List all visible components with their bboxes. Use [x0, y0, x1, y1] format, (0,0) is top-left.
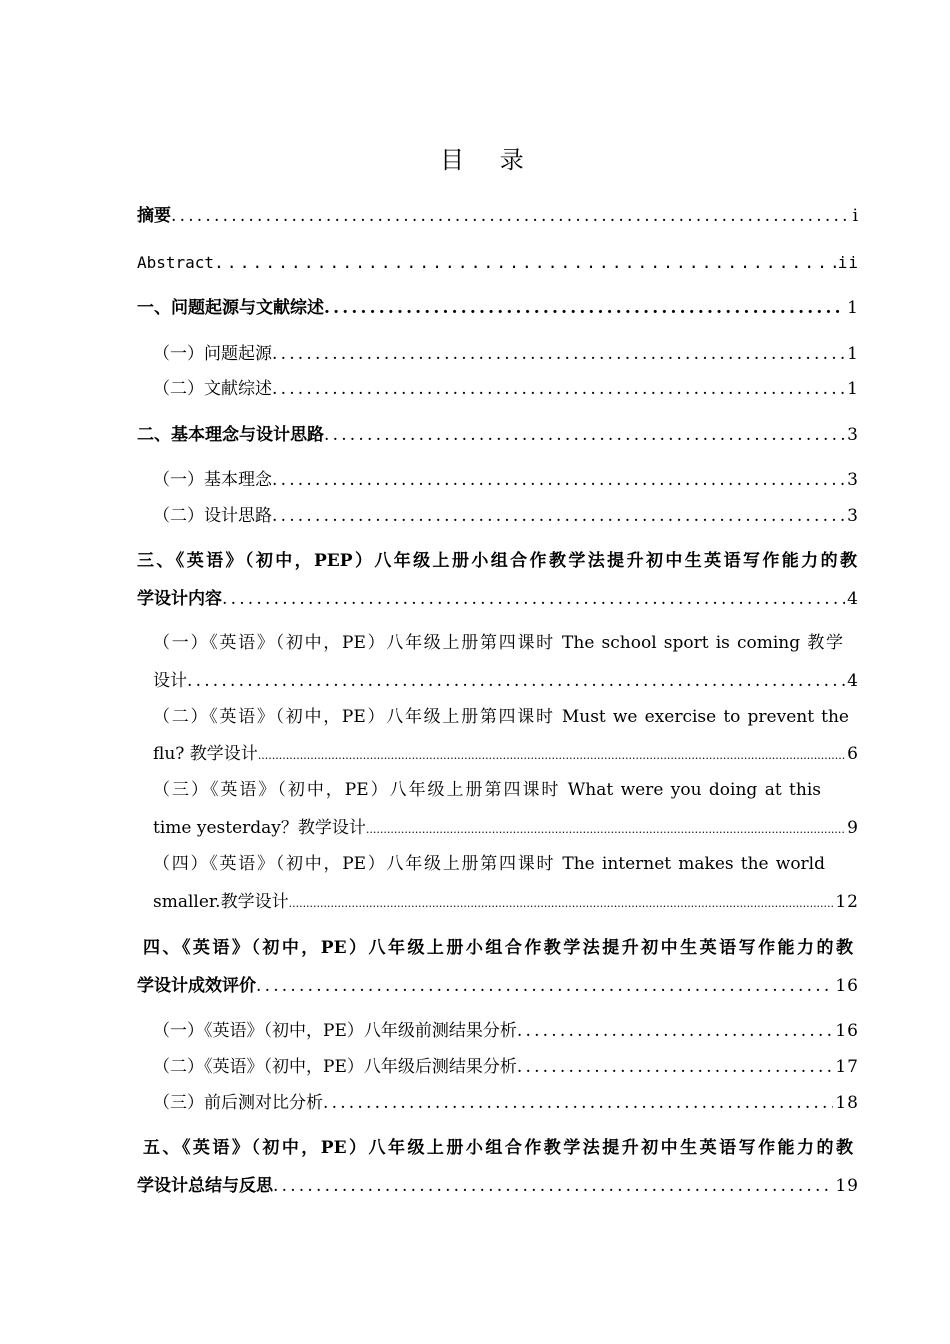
- toc-entry-label: （二）设计思路: [153, 506, 272, 526]
- dot-leader: [289, 893, 834, 915]
- toc-entry-section-5[interactable]: [137, 1175, 859, 1197]
- toc-entry-section-3-line1[interactable]: 三、《英语》（初中，PEP）八年级上册小组合作教学法提升初中生英语写作能力的教: [137, 551, 857, 571]
- toc-page-number: 19: [835, 1176, 859, 1196]
- toc-entry-abstract-cn[interactable]: [137, 205, 859, 227]
- dot-leader: [272, 378, 845, 400]
- toc-page-number: 9: [847, 818, 859, 838]
- toc-page-number: ii: [837, 253, 859, 272]
- toc-entry-label: 学设计成效评价: [137, 976, 256, 996]
- toc-entry-section-2-1[interactable]: [153, 469, 859, 491]
- toc-entry-label: 学设计内容: [137, 589, 222, 609]
- toc-entry-section-4-3[interactable]: [153, 1092, 859, 1114]
- toc-page-number: 4: [847, 671, 859, 691]
- toc-entry-section-3-3[interactable]: [153, 817, 859, 841]
- toc-page-number: 12: [835, 892, 859, 912]
- toc-entry-section-4-2[interactable]: [153, 1056, 859, 1078]
- toc-page-number: 3: [847, 506, 859, 526]
- dot-leader: [273, 1175, 833, 1197]
- toc-entry-section-1-2[interactable]: [153, 378, 859, 400]
- toc-entry-section-2-2[interactable]: [153, 505, 859, 527]
- toc-entry-section-1-1[interactable]: [153, 343, 859, 365]
- dot-leader: [272, 469, 845, 491]
- dot-leader: [366, 819, 845, 841]
- toc-entry-label: （一）《英语》（初中，PE）八年级前测结果分析: [153, 1021, 517, 1041]
- toc-title: 目 录: [440, 146, 538, 174]
- toc-entry-section-3-1[interactable]: [153, 670, 859, 692]
- toc-page-number: 3: [847, 425, 859, 445]
- toc-entry-label: （三）前后测对比分析: [153, 1093, 323, 1113]
- toc-page-number: 16: [835, 1021, 859, 1041]
- dot-leader: [214, 252, 836, 274]
- dot-leader: [324, 424, 845, 446]
- dot-leader: [324, 297, 845, 319]
- toc-page-number: 18: [835, 1093, 859, 1113]
- toc-entry-section-3-2-line1[interactable]: （二）《英语》（初中，PE）八年级上册第四课时 Must we exercise to prevent the: [153, 707, 849, 727]
- toc-entry-label: （二）文献综述: [153, 379, 272, 399]
- toc-entry-label: Abstract: [137, 253, 215, 272]
- toc-page-number: i: [852, 206, 859, 226]
- toc-entry-section-3-4[interactable]: [153, 891, 859, 915]
- toc-entry-section-2[interactable]: [137, 424, 859, 446]
- toc-entry-section-3-2[interactable]: [153, 743, 859, 767]
- toc-entry-section-3-4-line1[interactable]: （四）《英语》（初中，PE）八年级上册第四课时 The internet makes the world: [153, 854, 825, 874]
- dot-leader: [272, 505, 845, 527]
- toc-entry-label: （一）基本理念: [153, 470, 272, 490]
- dot-leader: [517, 1056, 834, 1078]
- toc-entry-label: 学设计总结与反思: [137, 1176, 273, 1196]
- toc-entry-label: time yesterday？教学设计: [153, 818, 366, 838]
- toc-entry-section-3[interactable]: [137, 588, 859, 610]
- dot-leader: [323, 1092, 833, 1114]
- toc-entry-label: 一、问题起源与文献综述: [137, 298, 324, 318]
- toc-page-number: 1: [847, 344, 859, 364]
- toc-entry-label: 摘要: [137, 206, 171, 226]
- toc-entry-abstract-en[interactable]: [137, 252, 859, 274]
- toc-entry-label: （一）问题起源: [153, 344, 272, 364]
- toc-page-number: 1: [847, 379, 859, 399]
- toc-entry-label: 二、基本理念与设计思路: [137, 425, 324, 445]
- toc-entry-label: smaller.教学设计: [153, 892, 289, 912]
- dot-leader: [272, 343, 845, 365]
- dot-leader: [258, 745, 845, 767]
- dot-leader: [517, 1020, 834, 1042]
- toc-entry-label: flu? 教学设计: [153, 744, 258, 764]
- dot-leader: [256, 975, 833, 997]
- toc-entry-section-4[interactable]: [137, 975, 859, 997]
- toc-entry-section-1[interactable]: [137, 297, 859, 319]
- toc-entry-section-5-line1[interactable]: 五、《英语》（初中，PE）八年级上册小组合作教学法提升初中生英语写作能力的教: [143, 1138, 853, 1158]
- toc-page-number: 17: [835, 1057, 859, 1077]
- toc-entry-label: （二）《英语》（初中，PE）八年级后测结果分析: [153, 1057, 517, 1077]
- toc-entry-section-4-line1[interactable]: 四、《英语》（初中，PE）八年级上册小组合作教学法提升初中生英语写作能力的教: [143, 938, 853, 958]
- toc-entry-label: 设计: [153, 671, 187, 691]
- toc-page-number: 16: [835, 976, 859, 996]
- dot-leader: [222, 588, 845, 610]
- toc-page-number: 4: [847, 589, 859, 609]
- toc-entry-section-3-1-line1[interactable]: （一）《英语》（初中，PE）八年级上册第四课时 The school sport is coming 教学: [153, 633, 843, 653]
- dot-leader: [187, 670, 845, 692]
- toc-entry-section-3-3-line1[interactable]: （三）《英语》（初中，PE）八年级上册第四课时 What were you doing at this: [153, 780, 821, 800]
- toc-page-number: 3: [847, 470, 859, 490]
- toc-entry-section-4-1[interactable]: [153, 1020, 859, 1042]
- toc-page-number: 6: [847, 744, 859, 764]
- dot-leader: [171, 205, 851, 227]
- toc-page-number: 1: [847, 298, 859, 318]
